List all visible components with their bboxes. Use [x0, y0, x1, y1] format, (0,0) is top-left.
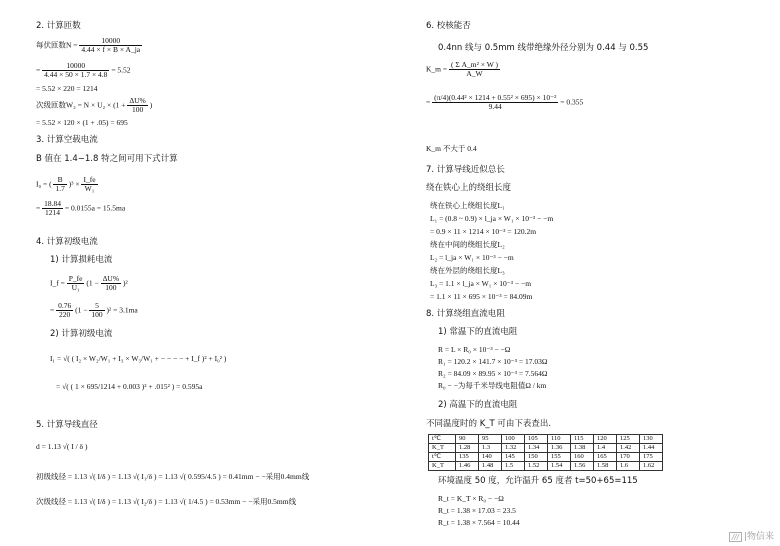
table-cell: 1.3: [479, 444, 502, 453]
formula-text: (1 −: [86, 278, 99, 288]
section-8-line-1: R = L × R₀ × 10⁻³ − −Ω: [438, 345, 511, 354]
section-4-subheading-2: 2) 计算初级电流: [50, 329, 113, 339]
table-cell: 90: [456, 435, 479, 444]
fraction: [127, 97, 148, 115]
section-6-text: 0.4nn 线与 0.5mm 线带绝缘外径分别为 0.44 与 0.55: [438, 43, 649, 53]
section-7-line-1: 绕在铁心上绕组长度L₁: [430, 201, 505, 210]
formula-window-factor: [426, 61, 500, 79]
section-7-line-6: 绕在外层的绕组长度L₃: [430, 266, 505, 275]
section-5-heading: 5. 计算导线直径: [36, 420, 98, 430]
section-8-line-5: R_t = K_T × R₀ − −Ω: [438, 494, 504, 503]
formula-loss-current: [50, 275, 128, 293]
section-8-line-4: R₀ − −为每千米导线电阻值Ω / km: [438, 381, 547, 390]
section-8-line-2: R₁ = 120.2 × 141.7 × 10⁻³ = 17.03Ω: [438, 357, 548, 366]
fraction-denominator: 1214: [45, 208, 61, 218]
fraction-denominator: 1.7: [55, 184, 65, 194]
fraction-numerator: ΔU%: [129, 96, 146, 105]
table-row: [429, 444, 663, 453]
fraction-numerator: ( Σ A_m² × W ): [450, 60, 499, 69]
fraction-numerator: B: [53, 176, 66, 185]
fraction-denominator: A_W: [466, 69, 483, 79]
formula-secondary-turns: [36, 97, 152, 115]
table-cell: 140: [479, 453, 502, 462]
formula-text: =: [36, 65, 41, 75]
section-8-heading: 8. 计算绕组直流电阻: [426, 309, 505, 319]
formula-primary-current-values: = √( ( 1 × 695/1214 + 0.003 )² + .015² ) = 0.595a: [56, 382, 203, 391]
formula-window-factor-values: [426, 94, 583, 112]
formula-text: 每伏匝数N =: [36, 40, 78, 50]
table-cell: 1.28: [456, 444, 479, 453]
section-4-heading: 4. 计算初级电流: [36, 237, 98, 247]
table-cell: 125: [617, 435, 640, 444]
formula-text: (1 −: [75, 305, 88, 315]
formula-wire-diameter: d = 1.13 √( I / δ ): [36, 442, 88, 451]
formula-text: )²: [122, 278, 128, 288]
formula-secondary-turns-values: = 5.52 × 120 × (1 + .05) = 695: [36, 118, 128, 127]
formula-no-load-current-values: [36, 200, 125, 218]
fraction-denominator: 9.44: [488, 102, 502, 112]
fraction-denominator: W₁: [84, 184, 95, 194]
fraction-numerator: 10000: [42, 62, 109, 71]
formula-text: = 0.0155a = 15.5ma: [64, 203, 126, 213]
section-8-table-intro: 不同温度时的 K_T 可由下表查出.: [426, 419, 552, 429]
table-cell: 1.48: [479, 462, 502, 471]
table-cell: 100: [502, 435, 525, 444]
formula-text: ): [149, 100, 153, 110]
table-cell: 1.46: [456, 462, 479, 471]
table-cell: 105: [525, 435, 548, 444]
fraction-denominator: U₁: [71, 283, 80, 293]
formula-text: = 0.355: [560, 97, 584, 107]
formula-text: )² = 3.1ma: [106, 305, 138, 315]
formula-primary-turns: = 5.52 × 220 = 1214: [36, 84, 98, 93]
formula-turns-per-volt-values: [36, 62, 131, 80]
table-cell: 130: [640, 435, 663, 444]
temperature-coefficient-table: [428, 434, 663, 471]
table-row: [429, 435, 663, 444]
formula-text: = 5.52: [111, 65, 131, 75]
section-8-ambient-text: 环境温度 50 度，允许温升 65 度者 t=50+65=115: [438, 476, 638, 486]
formula-text: =: [426, 97, 431, 107]
table-cell: 115: [571, 435, 594, 444]
table-cell: 175: [640, 453, 663, 462]
section-8-subheading-2: 2) 高温下的直流电阻: [438, 400, 518, 410]
section-8-subheading-1: 1) 常温下的直流电阻: [438, 327, 518, 337]
table-cell: 1.52: [525, 462, 548, 471]
table-cell: 95: [479, 435, 502, 444]
fraction: [101, 275, 122, 293]
section-7-line-3: = 0.9 × 11 × 1214 × 10⁻³ = 120.2m: [430, 227, 537, 236]
formula-text: =: [36, 203, 41, 213]
table-cell: 1.6: [617, 462, 640, 471]
fraction: [79, 37, 142, 55]
fraction-numerator: (π/4)(0.44² × 1214 + 0.55² × 695) × 10⁻²: [434, 93, 557, 102]
formula-no-load-current: [36, 176, 98, 194]
formula-text: )³ ×: [68, 179, 80, 189]
section-8-line-7: R_t = 1.38 × 7.564 = 10.44: [438, 518, 520, 527]
table-cell: 155: [548, 453, 571, 462]
table-cell: 1.32: [502, 444, 525, 453]
fraction-numerator: ΔU%: [102, 274, 120, 283]
section-7-line-7: L₃ = 1.1 × l_ja × W₁ × 10⁻³ − −m: [430, 279, 532, 288]
fraction-numerator: I_fe: [83, 175, 96, 184]
table-cell: 145: [502, 453, 525, 462]
section-8-line-6: R_t = 1.38 × 17.03 = 23.5: [438, 506, 516, 515]
section-7-text: 绕在铁心上的绕组长度: [426, 183, 512, 193]
fraction-numerator: 5: [89, 302, 104, 311]
fraction-denominator: 100: [91, 310, 103, 320]
table-cell: 165: [594, 453, 617, 462]
formula-turns-per-volt: [36, 37, 142, 55]
table-cell: 110: [548, 435, 571, 444]
fraction-numerator: P_fe: [68, 274, 83, 283]
section-2-heading: 2. 计算匝数: [36, 21, 81, 31]
fraction-denominator: 100: [131, 105, 144, 115]
formula-loss-current-values: [50, 302, 138, 320]
formula-text: =: [50, 305, 55, 315]
section-7-heading: 7. 计算导线近似总长: [426, 165, 505, 175]
table-cell: 1.58: [594, 462, 617, 471]
watermark-logo: ///: [729, 532, 742, 542]
table-row-header: t℃: [429, 435, 456, 444]
fraction: [53, 176, 66, 194]
fraction: [42, 62, 109, 80]
section-3-heading: 3. 计算空载电流: [36, 135, 98, 145]
section-7-line-8: = 1.1 × 11 × 695 × 10⁻³ = 84.09m: [430, 292, 533, 301]
fraction-denominator: 4.44 × f × B × A_ja: [81, 45, 141, 55]
section-3-text: B 值在 1.4−1.8 特之间可用下式计算: [36, 154, 178, 164]
table-row-header: K_T: [429, 444, 456, 453]
table-row: [429, 462, 663, 471]
fraction-denominator: 4.44 × 50 × 1.7 × 4.8: [44, 70, 108, 80]
section-7-line-2: L₁ = (0.8 ~ 0.9) × l_ja × W₁ × 10⁻³ − −m: [430, 214, 554, 223]
fraction-numerator: 0.76: [58, 301, 72, 310]
table-cell: 160: [571, 453, 594, 462]
table-cell: 1.36: [548, 444, 571, 453]
section-7-line-5: L₂ = l_ja × W₁ × 10⁻³ − −m: [430, 253, 514, 262]
table-cell: 120: [594, 435, 617, 444]
fraction-denominator: 220: [59, 310, 71, 320]
right-column: [392, 0, 780, 546]
formula-secondary-wire-diameter: 次级线径 = 1.13 √( I/δ ) = 1.13 √( I₂/δ ) = 1.13 √( 1/4.5 ) = 0.53mm − −采用0.5mm线: [36, 497, 297, 506]
watermark: [729, 529, 774, 542]
table-cell: 1.62: [640, 462, 663, 471]
fraction-denominator: 100: [105, 283, 117, 293]
table-cell: 1.54: [548, 462, 571, 471]
table-cell: 1.4: [594, 444, 617, 453]
table-cell: 1.5: [502, 462, 525, 471]
formula-primary-current: I₁ = √( ( I₂ × W₂/W₁ + I₃ × W₃/W₁ + − − − − + I_f )² + I₀² ): [50, 354, 227, 363]
fraction: [432, 94, 558, 112]
fraction-numerator: 10000: [79, 37, 142, 46]
table-row-header: K_T: [429, 462, 456, 471]
table-cell: 1.38: [571, 444, 594, 453]
table-cell: 1.42: [617, 444, 640, 453]
section-6-heading: 6. 校核能否: [426, 21, 471, 31]
fraction: [42, 200, 63, 218]
section-8-line-3: R₂ = 84.09 × 89.95 × 10⁻³ = 7.564Ω: [438, 369, 548, 378]
formula-text: I₀ = (: [36, 179, 52, 189]
formula-text: I_f =: [50, 278, 65, 288]
table-cell: 1.34: [525, 444, 548, 453]
formula-text: 次级匝数W₂ = N × U₂ × (1 +: [36, 100, 126, 110]
fraction: [449, 61, 500, 79]
formula-primary-wire-diameter: 初级线径 = 1.13 √( I/δ ) = 1.13 √( I₁/δ ) = 1.13 √( 0.595/4.5 ) = 0.41mm − −采用0.4mm线: [36, 472, 310, 481]
table-row: [429, 453, 663, 462]
table-body: [429, 435, 663, 471]
fraction: [89, 302, 104, 320]
section-7-line-4: 绕在中间的绕组长度L₂: [430, 240, 505, 249]
table-cell: 1.56: [571, 462, 594, 471]
fraction: [67, 275, 85, 293]
table-cell: 135: [456, 453, 479, 462]
table-cell: 170: [617, 453, 640, 462]
table-cell: 150: [525, 453, 548, 462]
watermark-text: |物信来: [743, 532, 774, 542]
table-row-header: t℃: [429, 453, 456, 462]
table-cell: 1.44: [640, 444, 663, 453]
window-factor-note: K_m 不大于 0.4: [426, 144, 477, 153]
formula-text: K_m =: [426, 64, 448, 74]
fraction: [56, 302, 73, 320]
section-4-subheading-1: 1) 计算损耗电流: [50, 255, 113, 265]
fraction: [81, 176, 97, 194]
fraction-numerator: 18.84: [44, 199, 61, 208]
